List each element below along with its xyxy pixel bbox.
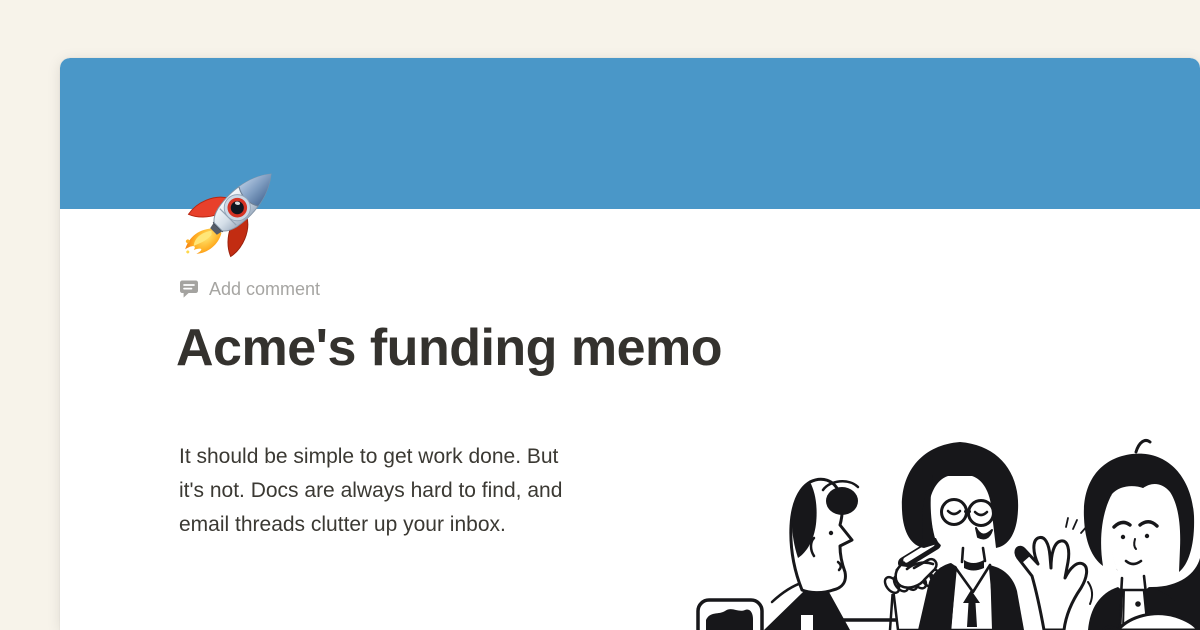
paragraph-line: email threads clutter up your inbox. <box>179 513 506 536</box>
document-card <box>60 58 1200 630</box>
comment-bubble-icon <box>179 279 199 299</box>
add-comment-button[interactable] <box>179 277 320 301</box>
paragraph-line: It should be simple to get work done. But <box>179 445 559 468</box>
paragraph-line: it's not. Docs are always hard to find, and <box>179 479 563 502</box>
meeting-illustration <box>652 430 1200 630</box>
page-title[interactable]: Acme's funding memo <box>176 319 723 377</box>
rocket-icon <box>178 155 290 267</box>
doc-paragraph[interactable] <box>179 440 659 542</box>
page-icon-rocket[interactable] <box>178 155 290 267</box>
add-comment-label: Add comment <box>209 278 321 299</box>
